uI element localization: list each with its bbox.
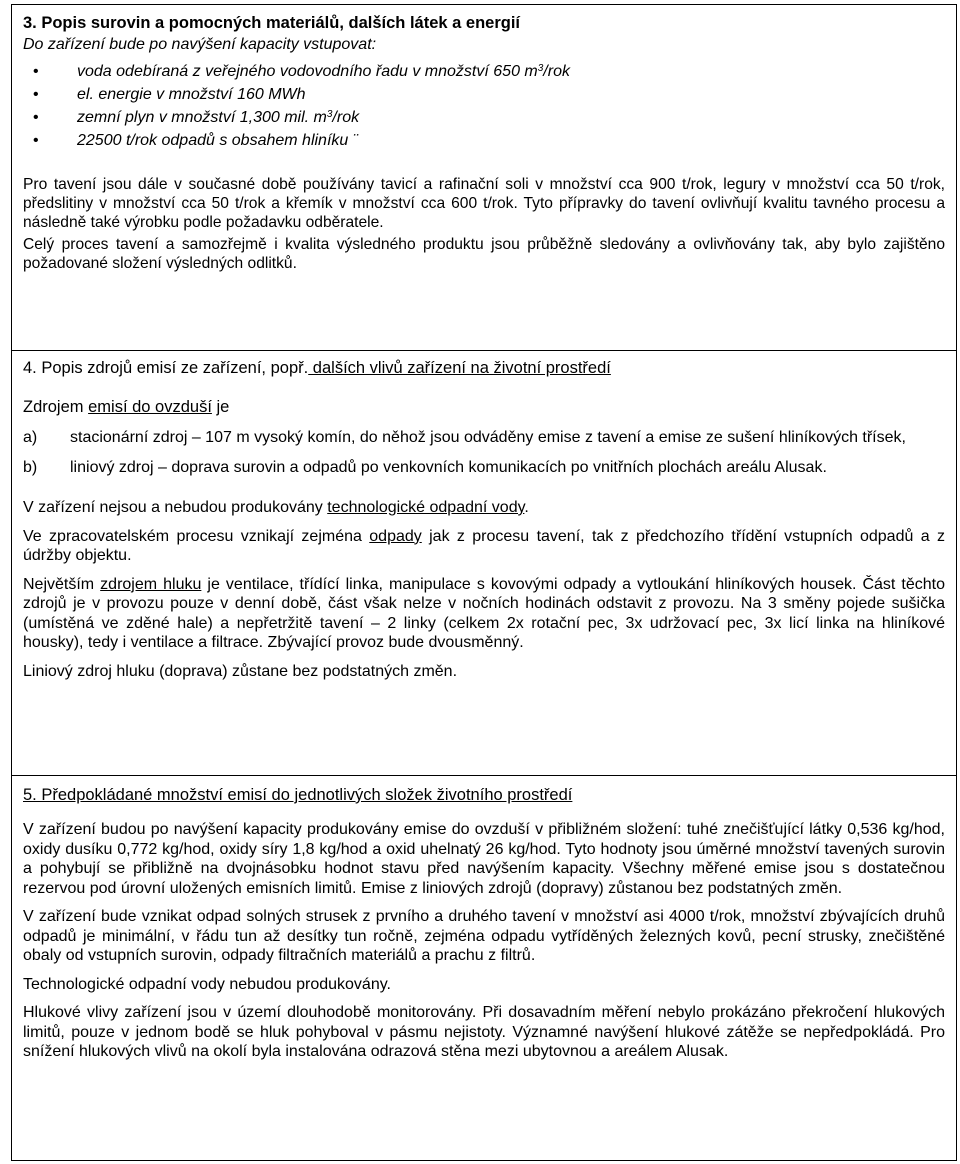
section-3-paragraph-1: Pro tavení jsou dále v současné době používány tavicí a rafinační soli v množství cca 900 t/rok, legury v množství cca 50 t/rok, předslitiny v množství cca 50 t/rok a křemík v množství cca 600 t/rok. Tyto přípravky do tavení ovlivňují kvalitu tavného procesu a následně také výrobku podle požadavku odběratele.	[23, 176, 945, 231]
list-item: • 22500 t/rok odpadů s obsahem hliníku ¨	[23, 129, 945, 152]
section-5-paragraph-1: V zařízení budou po navýšení kapacity produkovány emise do ovzduší v přibližném složení: tuhé znečišťující látky 0,536 kg/hod, oxidy dusíku 0,772 kg/hod, oxidy síry 1,8 kg/hod a oxid uhelnatý 26 kg/hod. Tyto hodnoty jsou úměrné množství tavených surovin a pohybují se přibližně na dvojnásobku hodnot stavu před navýšením kapacity. Všechny měřené emise jsou s dostatečnou rezervou pod úrovní uložených emisních limitů. Emise z liniových zdrojů (dopravy) zůstanou bez podstatných změn.	[23, 821, 945, 897]
inputs-list	[23, 60, 945, 152]
section-5-paragraph-4: Hlukové vlivy zařízení jsou v území dlouhodobě monitorovány. Při dosavadním měření nebylo prokázáno překročení hlukových limitů, pouze v jednom bodě se hluk pohyboval v pásmu nejistoty. Významné navýšení hlukové zátěže se nepředpokládá. Pro snížení hlukových vlivů na okolí byla instalována odrazová stěna mezi ubytovnou a areálem Alusak.	[23, 1004, 945, 1060]
list-item: a) stacionární zdroj – 107 m vysoký komín, do něhož jsou odváděny emise z tavení a emise ze sušení hliníkových třísek,	[23, 429, 906, 446]
emission-source-intro: Zdrojem emisí do ovzduší je	[23, 398, 230, 416]
waste-note: Ve zpracovatelském procesu vznikají zejména odpady jak z procesu tavení, tak z předchozího třídění vstupních odpadů a z údržby objektu.	[23, 527, 945, 564]
waste-water-note: V zařízení nejsou a nebudou produkovány technologické odpadní vody.	[23, 499, 529, 516]
section-3-intro: Do zařízení bude po navýšení kapacity vstupovat:	[23, 36, 377, 53]
sources-list	[23, 427, 945, 479]
bullet-icon: •	[33, 132, 39, 149]
list-item: • zemní plyn v množství 1,300 mil. $m^3$/rok	[23, 106, 945, 129]
bullet-icon: •	[33, 109, 39, 126]
bullet-icon: •	[33, 63, 39, 80]
section-4	[12, 351, 956, 776]
section-5-paragraph-2: V zařízení bude vznikat odpad solných strusek z prvního a druhého tavení v množství asi 4000 t/rok, množství zbývajících druhů odpadů je minimální, v řádu tun až desítky tun ročně, zejména odpadu vytříděných železných kovů, pecní strusky, znečištěné obaly od vstupních surovin, odpady filtračních materiálů a prachu z filtrů.	[23, 908, 945, 964]
section-5-heading: 5. Předpokládané množství emisí do jednotlivých složek životního prostředí	[23, 786, 573, 804]
list-item: • voda odebíraná z veřejného vodovodního řadu v množství 650 $m^3$/rok	[23, 60, 945, 83]
section-5-paragraph-3: Technologické odpadní vody nebudou produkovány.	[23, 975, 391, 993]
section-3-heading: 3. Popis surovin a pomocných materiálů, dalších látek a energií	[23, 14, 520, 32]
section-4-heading: 4. Popis zdrojů emisí ze zařízení, popř. dalších vlivů zařízení na životní prostředí	[23, 359, 611, 377]
list-item: b) liniový zdroj – doprava surovin a odpadů po venkovních komunikacích po vnitřních plochách areálu Alusak.	[23, 459, 827, 476]
noise-source-note: Největším zdrojem hluku je ventilace, třídící linka, manipulace s kovovými odpady a vytloukání hliníkových housek. Část těchto zdrojů je v provozu pouze v denní době, část však nelze v nočních hodinách odstavit z provozu. Na 3 směny pojede sušička (umístěná ve zděné hale) a nepřetržitě tavení – 2 linky (celkem 2x rotační pec, 3x udržovací pec, 3x licí linka na hliníkové housky), tedy i ventilace a filtrace. Zbývající provoz bude dvousměnný.	[23, 575, 945, 651]
list-item: • el. energie v množství 160 MWh	[23, 83, 945, 106]
section-3-paragraph-2: Celý proces tavení a samozřejmě i kvalita výsledného produktu jsou průběžně sledovány a ovlivňovány tak, aby bylo zajištěno požadované složení výsledných odlitků.	[23, 236, 945, 272]
line-noise-note: Liniový zdroj hluku (doprava) zůstane bez podstatných změn.	[23, 662, 458, 680]
section-5	[12, 776, 956, 1160]
bullet-icon: •	[33, 86, 39, 103]
section-3	[12, 5, 956, 351]
